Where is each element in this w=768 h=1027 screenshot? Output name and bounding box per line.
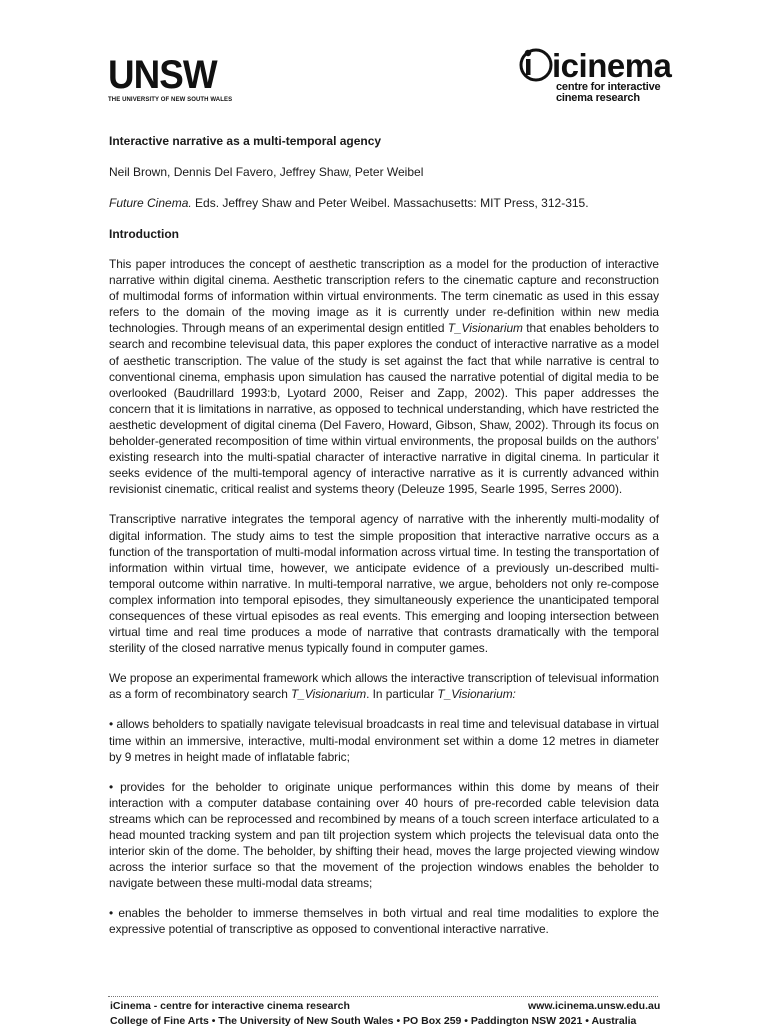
paragraph-1-part-b: that enables beholders to search and recombine televisual data, this paper explores the conduct of interactive narrative as a model of aesthetic transcription. The value of the study is set against the fact that while narrative is central to conventional cinema, emphasis upon simulation has caused the narrative potential of digital media to be overlooked (Baudrillard 1993:b, Lyotard 2000, Reiser and Zapp, 2002). This paper addresses the concern that it is limitations in narrative, as opposed to technical understanding, which have restricted the aesthetic development of digital cinema (Del Favero, Howard, Gibson, Shaw, 2002). Through its focus on beholder-generated recomposition of time within virtual environments, the proposal builds on the authors’ existing research into the multi-spatial character of interactive narrative in digital cinema. In particular it seeks evidence of the multi-temporal agency of interactive narrative as it is currently advanced within revisionist cinematic, critical realist and systems theory (Deleuze 1995, Searle 1995, Serres 2000). [109,321,659,497]
unsw-wordmark: UNSW [108,53,217,97]
paragraph-1-italic: T_Visionarium [447,321,523,336]
icinema-subtitle-line1: centre for interactive [556,81,661,93]
paragraph-1 [109,256,659,497]
footer-website-link[interactable]: www.icinema.unsw.edu.au [528,1000,661,1012]
citation-book-title: Future Cinema. [109,196,192,210]
bullet-item-2: • provides for the beholder to originate unique performances within this dome by means of their interaction with a computer database containing over 40 hours of pre-recorded cable television data streams which can be reprocessed and recombined by means of a touch screen interface articulated to a head mounted tracking system and pan tilt projection system which projects the televisual data onto the interior skin of the dome. The beholder, by shifting their head, moves the large projected viewing window across the interior surface so that the movement of the projection windows enables the beholder to navigate between these multi-modal data streams; [109,779,659,891]
article-authors: Neil Brown, Dennis Del Favero, Jeffrey Shaw, Peter Weibel [109,165,424,179]
bullet-item-3: • enables the beholder to immerse themselves in both virtual and real time modalities to explore the expressive potential of transcriptive as opposed to conventional interactive narrative. [109,906,659,937]
footer-organisation: iCinema - centre for interactive cinema research [110,1000,350,1012]
article-body [109,133,659,938]
icinema-logo [518,44,672,110]
footer-address: College of Fine Arts • The University of New South Wales • PO Box 259 • Paddington NSW 2021 • Australia [110,1015,637,1027]
unsw-logo [108,53,233,104]
section-heading: Introduction [109,227,179,241]
bullet-item-1: • allows beholders to spatially navigate televisual broadcasts in real time and televisual database in virtual time within an immersive, interactive, multi-modal environment set within a dome 12 metres in diameter by 9 metres in height made of inflatable fabric; [109,717,659,764]
paragraph-3-italic-2: T_Visionarium: [437,687,516,702]
article-citation [109,195,659,211]
icinema-wordmark: icinema [552,47,672,84]
paragraph-3-part-b: . In particular [366,687,438,702]
footer-divider [108,996,658,997]
unsw-subtitle: THE UNIVERSITY OF NEW SOUTH WALES [108,97,233,103]
paragraph-3 [109,670,659,702]
article-title: Interactive narrative as a multi-temporal agency [109,134,382,148]
icinema-subtitle-line2: cinema research [556,92,640,104]
icinema-subtitle [556,82,660,104]
citation-details: Eds. Jeffrey Shaw and Peter Weibel. Massachusetts: MIT Press, 312-315. [191,196,589,210]
paragraph-1-part-a: This paper introduces the concept of aesthetic transcription as a model for the production of interactive narrative within digital cinema. Aesthetic transcription refers to the cinematic capture and reconstruction of multimodal forms of information within virtual environments. The term cinematic as used in this essay refers to the domain of the moving image as it is currently under re-definition within new media technologies. Through means of an experimental design entitled [109,257,659,336]
paragraph-3-part-a: We propose an experimental framework which allows the interactive transcription of televisual information as a form of recombinatory search [109,671,659,702]
paragraph-3-italic-1: T_Visionarium [291,687,367,702]
paragraph-2: Transcriptive narrative integrates the temporal agency of narrative with the inherently multi-modality of digital information. The study aims to test the simple proposition that interactive narrative occurs as a function of the transportation of multi-modal information across virtual time. In testing the transportation of information within virtual time, however, we anticipate evidence of a previously un-described multi-temporal outcome within narrative. In multi-temporal narrative, we argue, beholders not only re-compose complex information into temporal episodes, they simultaneously experience the unanticipated temporal consequences of these virtual episodes as real events. This emerging and looping intersection between virtual time and real time produces a mode of narrative that contrasts dramatically with the temporal sterility of the closed narrative menus typically found in computer games. [109,512,659,656]
